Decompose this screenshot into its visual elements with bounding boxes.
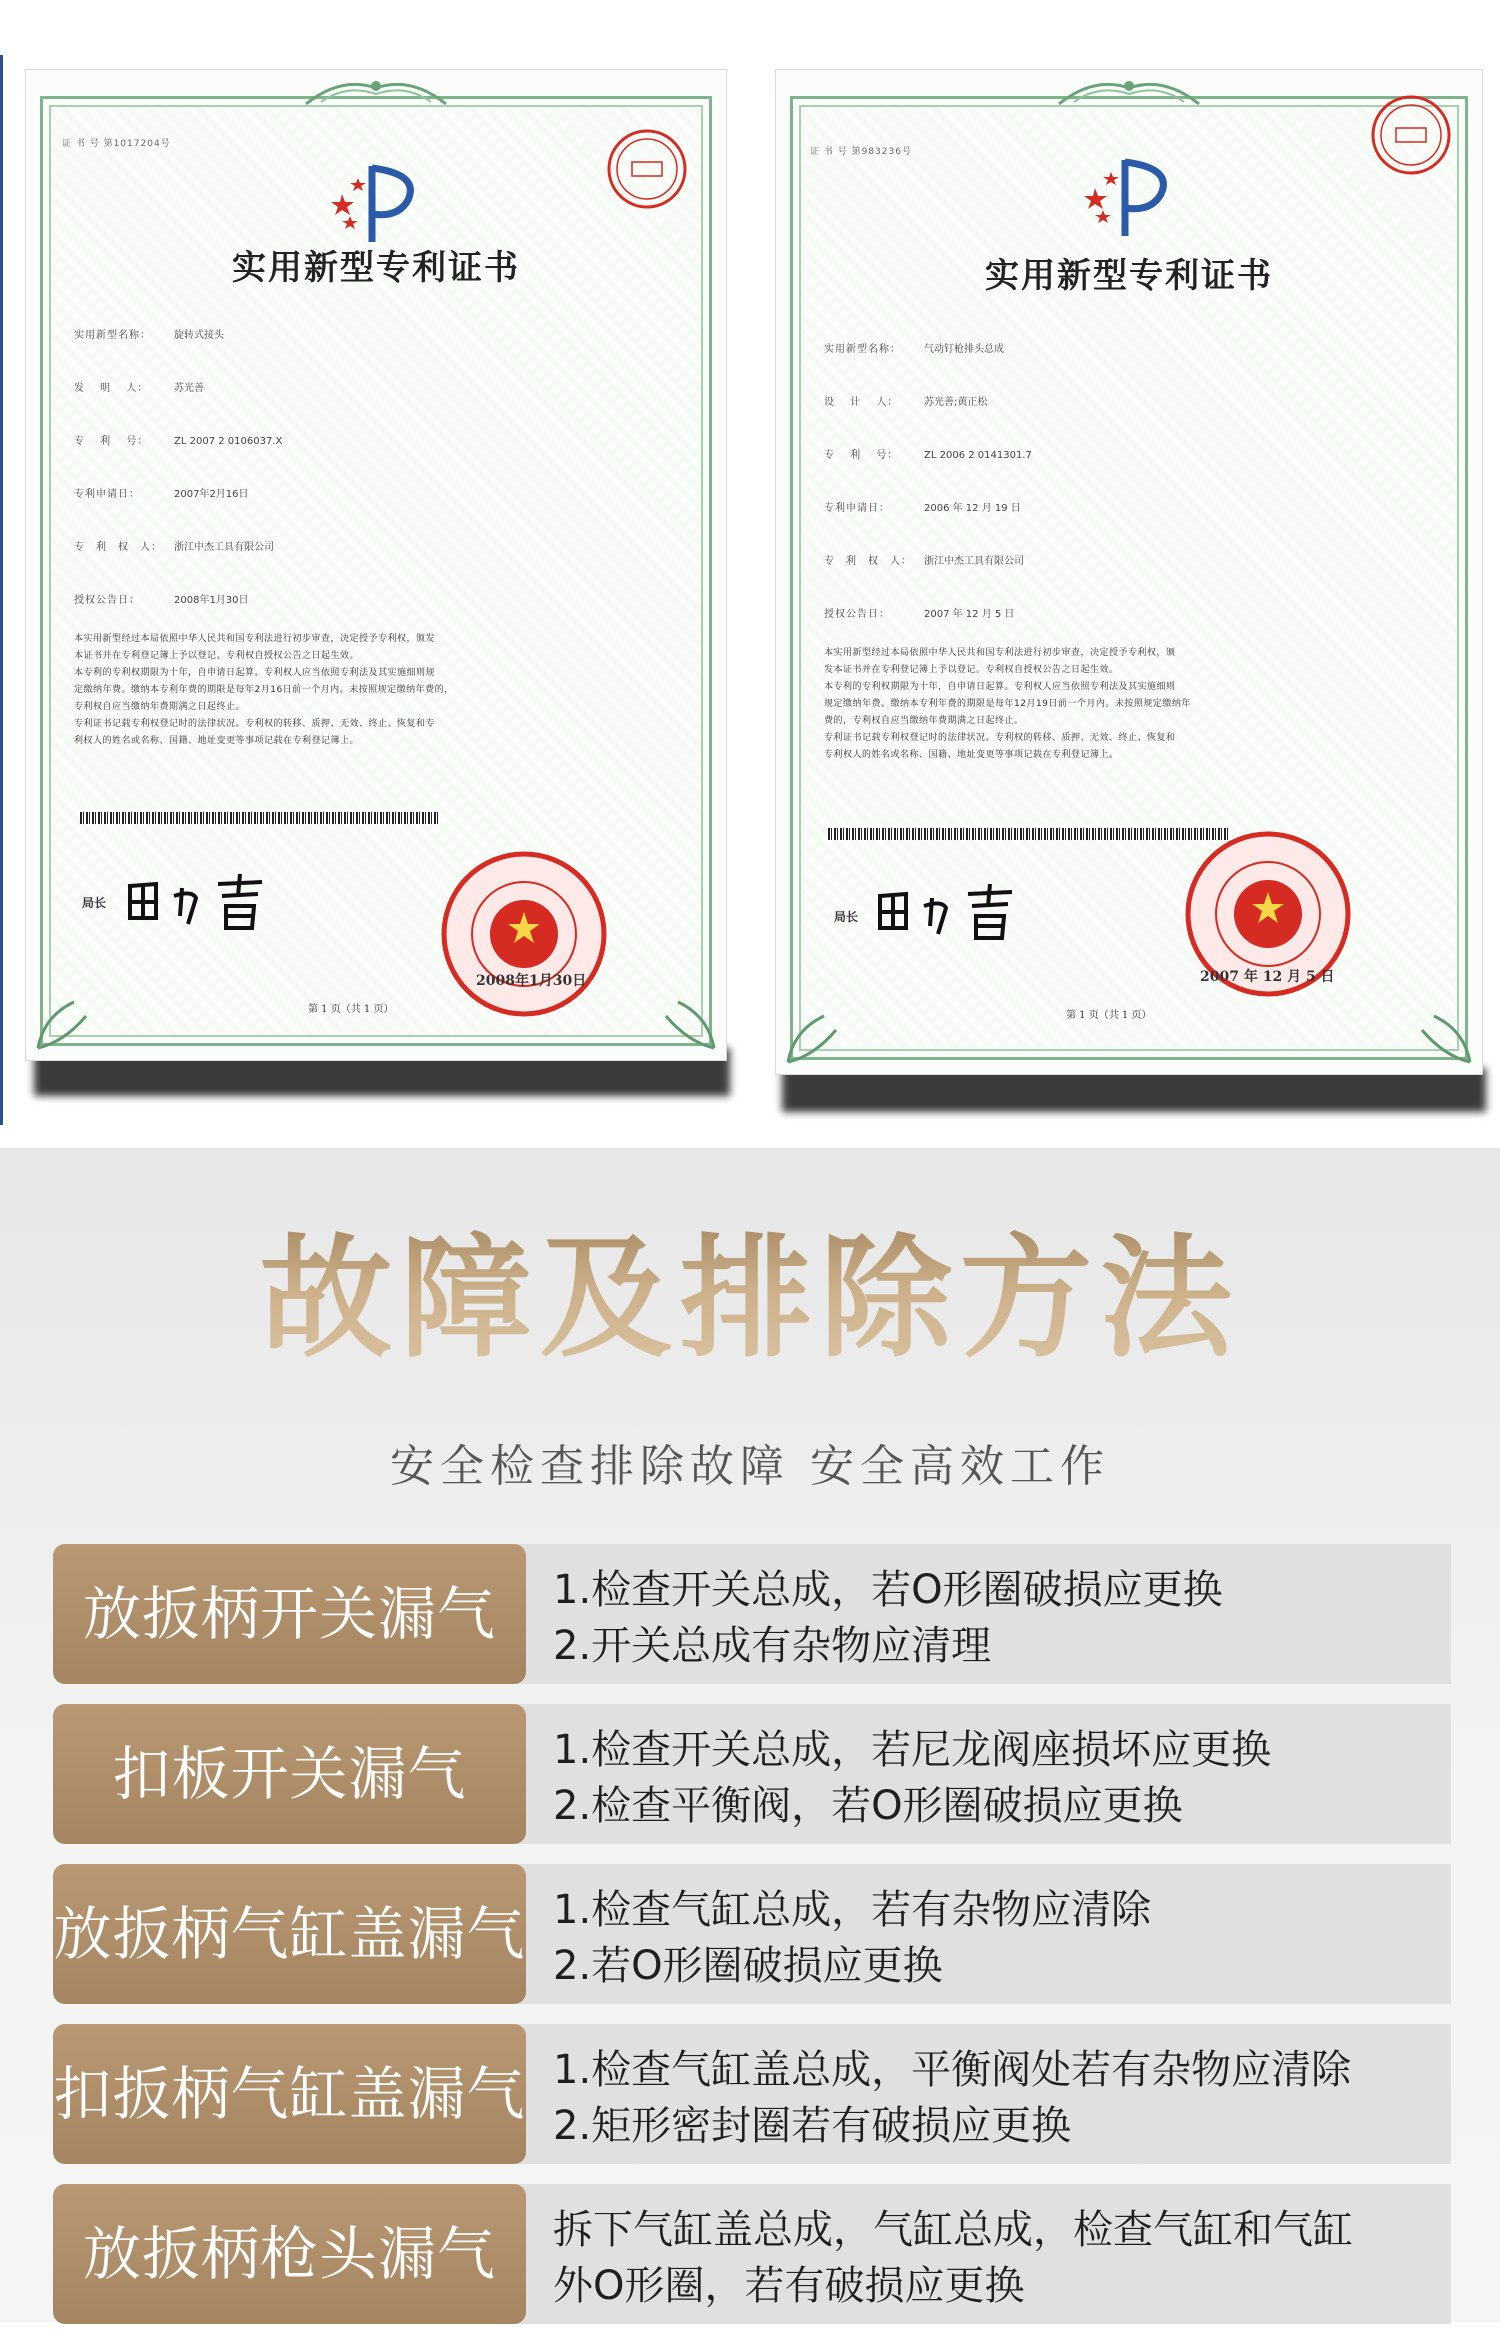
field-grant-date: 授权公告日： 2008年1月30日 [74, 595, 249, 606]
solution-line: 拆下气缸盖总成，气缸总成，检查气缸和气缸 [553, 2207, 1353, 2253]
ornament-corner-icon [1418, 1010, 1474, 1066]
fault-solution [553, 1562, 1431, 1674]
director-label: 局长 [834, 910, 859, 924]
solution-line: 2.开关总成有杂物应清理 [553, 1623, 992, 1669]
certificate-body-text: 本实用新型经过本局依照中华人民共和国专利法进行初步审查，决定授予专利权，颁 发本证书并在专利登记簿上予以登记。专利权自授权公告之日起生效。 本专利的专利权期限为十年，自申请日起算。专利权人应当依照专利法及其实施细则 规定缴纳年费。缴纳本专利年费的期限是每年12月19日前一个月内。未按照规定缴纳年 费的，专利权自应当缴纳年费期满之日起终止。 专利证书记载专利权登记时的法律状况。专利权的转移、质押、无效、终止、恢复和 专利权人的姓名或名称、国籍、地址变更等事项记载在专利登记簿上。 [824, 648, 1191, 760]
page-number: 第 1 页（共 1 页） [308, 1004, 394, 1015]
fault-row [53, 2024, 1451, 2164]
certificate-number: 证 书 号 第983236号 [810, 147, 912, 157]
director-label: 局长 [82, 896, 107, 910]
section-title: 故障及排除方法 [0, 1214, 1500, 1384]
field-application-date: 专利申请日： 2007年2月16日 [74, 489, 249, 500]
solution-line: 外O形圈，若有破损应更换 [553, 2263, 1025, 2309]
field-application-date: 专利申请日： 2006 年 12 月 19 日 [824, 503, 1021, 514]
certificates-section [0, 0, 1500, 1120]
ornament-corner-icon [662, 996, 718, 1052]
certificate-shadow [782, 1068, 1486, 1112]
fault-row [53, 1704, 1451, 1844]
fault-row [53, 1544, 1451, 1684]
barcode [828, 828, 1228, 840]
stamp-top-icon [1370, 94, 1452, 176]
patent-certificate-2 [776, 70, 1482, 1074]
field-inventor: 发 明 人： 苏光善 [74, 383, 204, 394]
issue-date: 2007 年 12 月 5 日 [1200, 969, 1335, 985]
patent-office-logo-icon [1081, 148, 1177, 244]
issue-date: 2008年1月30日 [476, 973, 587, 989]
barcode [80, 812, 440, 824]
certificate-fields [74, 326, 686, 750]
left-edge-line [0, 55, 3, 1125]
certificate-title: 实用新型专利证书 [985, 256, 1273, 296]
section-subtitle: 安全检查排除故障 安全高效工作 [390, 1441, 1110, 1492]
national-ip-office-seal-icon [440, 850, 608, 1018]
field-patentee: 专 利 权 人： 浙江中杰工具有限公司 [74, 542, 274, 553]
solution-line: 1.检查开关总成，若O形圈破损应更换 [553, 1567, 1223, 1613]
fault-label: 放扳柄开关漏气 [53, 1544, 526, 1684]
ornament-corner-icon [34, 996, 90, 1052]
solution-line: 2.矩形密封圈若有破损应更换 [553, 2103, 1072, 2149]
troubleshooting-section [0, 1148, 1500, 2322]
signature-icon [122, 866, 282, 936]
fault-solution [553, 1882, 1431, 1994]
fault-label: 扣扳柄气缸盖漏气 [53, 2024, 526, 2164]
fault-list [53, 1544, 1451, 2344]
ornament-crown-icon [301, 74, 451, 108]
solution-line: 1.检查开关总成，若尼龙阀座损坏应更换 [553, 1727, 1272, 1773]
signature-icon [872, 876, 1032, 946]
fault-row [53, 1864, 1451, 2004]
fault-label: 放扳柄气缸盖漏气 [53, 1864, 526, 2004]
field-grant-date: 授权公告日： 2007 年 12 月 5 日 [824, 609, 1015, 620]
certificate-title: 实用新型专利证书 [232, 248, 520, 288]
fault-solution [553, 2042, 1431, 2154]
field-model-name: 实用新型名称： 旋转式接头 [74, 330, 224, 341]
fault-solution [553, 2202, 1431, 2314]
field-patent-number: 专 利 号： ZL 2006 2 0141301.7 [824, 450, 1032, 461]
fault-label: 放扳柄枪头漏气 [53, 2184, 526, 2324]
solution-line: 2.检查平衡阀，若O形圈破损应更换 [553, 1783, 1183, 1829]
fault-solution [553, 1722, 1431, 1834]
ornament-crown-icon [1054, 74, 1204, 108]
patent-office-logo-icon [328, 154, 424, 250]
solution-line: 1.检查气缸总成，若有杂物应清除 [553, 1887, 1152, 1933]
field-patentee: 专 利 权 人： 浙江中杰工具有限公司 [824, 556, 1024, 567]
certificate-body-text: 本实用新型经过本局依照中华人民共和国专利法进行初步审查，决定授予专利权，颁发 本证书并在专利登记簿上予以登记。专利权自授权公告之日起生效。 本专利的专利权期限为十年，自申请日起算。专利权人应当依照专利法及其实施细则规 定缴纳年费。缴纳本专利年费的期限是每年2月16日前一个月内。未按照规定缴纳年费的， 专利权自应当缴纳年费期满之日起终止。 专利证书记载专利权登记时的法律状况。专利权的转移、质押、无效、终止、恢复和专 利权人的姓名或名称、国籍、地址变更等事项记载在专利登记簿上。 [74, 634, 454, 746]
field-designer: 设 计 人： 苏光善;黄正松 [824, 397, 988, 408]
solution-line: 1.检查气缸盖总成，平衡阀处若有杂物应清除 [553, 2047, 1352, 2093]
ornament-corner-icon [784, 1010, 840, 1066]
fault-label: 扣板开关漏气 [53, 1704, 526, 1844]
field-model-name: 实用新型名称： 气动钉枪排头总成 [824, 344, 1004, 355]
certificate-number: 证 书 号 第1017204号 [62, 139, 171, 149]
certificate-fields [824, 340, 1442, 764]
patent-certificate-1 [26, 70, 726, 1060]
fault-row [53, 2184, 1451, 2324]
page-number: 第 1 页（共 1 页） [1066, 1010, 1152, 1021]
solution-line: 2.若O形圈破损应更换 [553, 1943, 943, 1989]
stamp-top-icon [606, 128, 688, 210]
field-patent-number: 专 利 号： ZL 2007 2 0106037.X [74, 436, 283, 447]
